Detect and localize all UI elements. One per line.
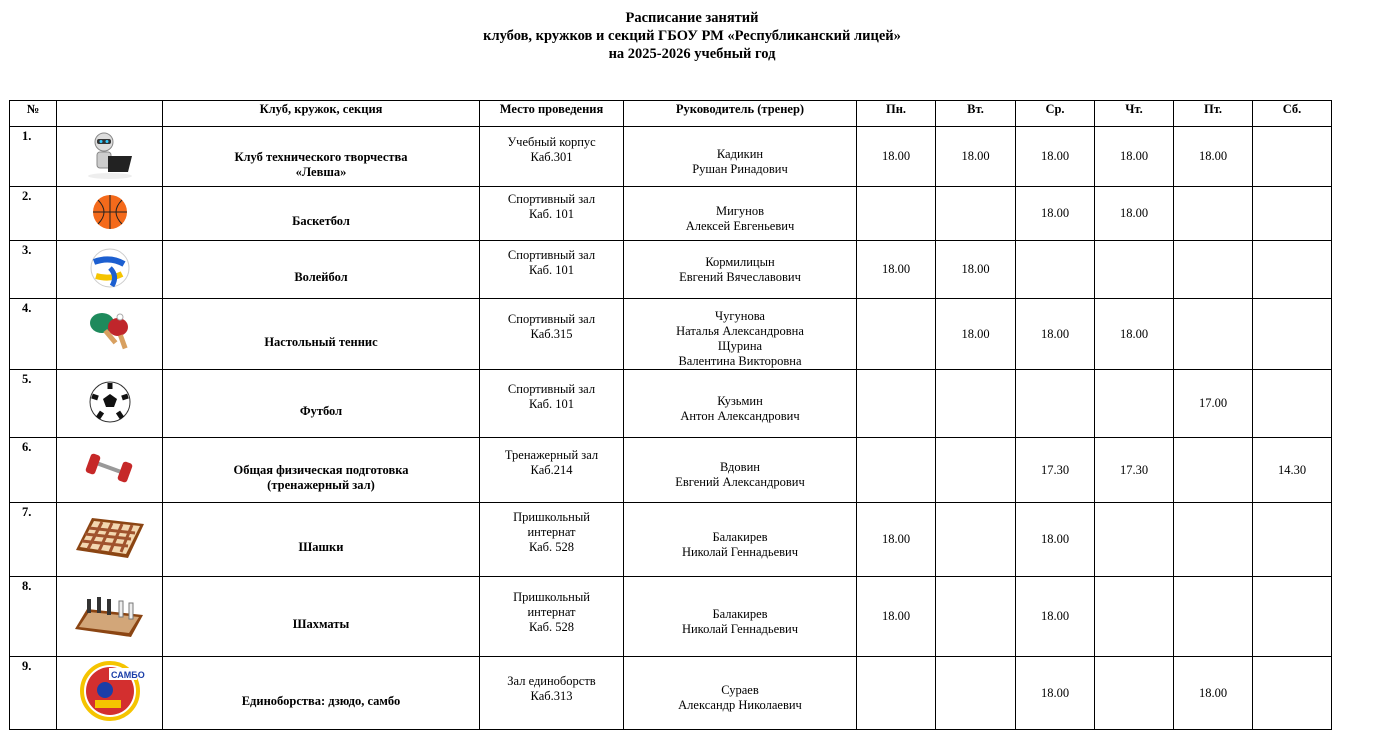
day-thu: [1095, 657, 1174, 730]
row-number: 4.: [10, 299, 57, 370]
table-tennis-icon: [59, 309, 160, 359]
name-line: (тренажерный зал): [267, 478, 375, 492]
day-sat: 14.30: [1253, 438, 1332, 503]
header-place: Место проведения: [480, 101, 624, 127]
day-sat: [1253, 187, 1332, 241]
place-line: интернат: [527, 605, 576, 619]
title-line-2: клубов, кружков и секций ГБОУ РМ «Республиканский лицей»: [483, 28, 901, 44]
leader-line: Кузьмин: [717, 393, 763, 408]
schedule-table: [9, 100, 1332, 730]
day-wed: 18.00: [1016, 187, 1095, 241]
header-thu: Чт.: [1095, 101, 1174, 127]
activity-name: [163, 127, 480, 187]
leader: [624, 438, 857, 503]
place-line: Зал единоборств: [507, 674, 596, 688]
activity-name: [163, 503, 480, 577]
name-line: Единоборства: дзюдо, самбо: [241, 693, 401, 708]
day-wed: 18.00: [1016, 577, 1095, 657]
row-number: 2.: [10, 187, 57, 241]
day-mon: 18.00: [857, 577, 936, 657]
place: [480, 503, 624, 577]
place-line: Каб. 101: [528, 262, 575, 277]
leader-line: Наталья Александровна: [676, 324, 804, 338]
place: [480, 241, 624, 299]
leader-line: Вдовин: [720, 460, 760, 474]
header-mon: Пн.: [857, 101, 936, 127]
table-row: [10, 503, 1332, 577]
place: [480, 438, 624, 503]
leader: [624, 241, 857, 299]
leader: [624, 127, 857, 187]
day-tue: [936, 657, 1016, 730]
day-thu: 18.00: [1095, 299, 1174, 370]
activity-name: [163, 370, 480, 438]
day-fri: 18.00: [1174, 657, 1253, 730]
name-line: Футбол: [299, 404, 343, 418]
place: [480, 370, 624, 438]
leader-line: Александр Николаевич: [678, 698, 802, 712]
name-line: Настольный теннис: [264, 334, 378, 349]
name-line: Клуб технического творчества: [234, 149, 408, 164]
leader-line: Балакирев: [712, 606, 768, 621]
day-mon: [857, 438, 936, 503]
leader-line: Чугунова: [715, 309, 765, 323]
day-tue: [936, 503, 1016, 577]
header-leader: Руководитель (тренер): [624, 101, 857, 127]
row-number: 3.: [10, 241, 57, 299]
leader-line: Кормилицын: [705, 254, 775, 269]
leader-line: Валентина Викторовна: [678, 354, 802, 368]
place-line: Каб.313: [530, 689, 573, 703]
leader: [624, 299, 857, 370]
table-row: [10, 187, 1332, 241]
dumbbell-icon: [59, 448, 160, 492]
activity-image: [57, 438, 163, 503]
day-thu: [1095, 577, 1174, 657]
day-fri: [1174, 241, 1253, 299]
day-wed: [1016, 370, 1095, 438]
day-thu: [1095, 241, 1174, 299]
table-row: [10, 657, 1332, 730]
place: [480, 127, 624, 187]
day-wed: 17.30: [1016, 438, 1095, 503]
day-mon: 18.00: [857, 503, 936, 577]
leader-line: Щурина: [717, 339, 763, 353]
day-mon: 18.00: [857, 127, 936, 187]
sambo-logo-icon: [59, 660, 160, 726]
day-sat: [1253, 241, 1332, 299]
title-line-1: Расписание занятий: [625, 10, 759, 26]
place-line: Каб. 101: [528, 396, 575, 411]
leader-line: Николай Геннадьевич: [681, 621, 799, 636]
title-line-3: на 2025-2026 учебный год: [608, 46, 776, 62]
header-num: №: [10, 101, 57, 127]
day-fri: [1174, 187, 1253, 241]
activity-image: [57, 299, 163, 370]
leader: [624, 657, 857, 730]
day-fri: [1174, 299, 1253, 370]
place-line: Пришкольный: [513, 510, 590, 524]
leader: [624, 370, 857, 438]
day-sat: [1253, 657, 1332, 730]
activity-image: [57, 241, 163, 299]
activity-name: [163, 657, 480, 730]
activity-name: [163, 187, 480, 241]
leader-line: Рушан Ринадович: [692, 161, 788, 176]
day-wed: 18.00: [1016, 127, 1095, 187]
svg-text:САМБО: САМБО: [110, 670, 145, 680]
day-fri: 18.00: [1174, 127, 1253, 187]
document-title: [0, 9, 1384, 63]
day-thu: [1095, 503, 1174, 577]
day-mon: [857, 299, 936, 370]
day-tue: [936, 577, 1016, 657]
activity-name: [163, 577, 480, 657]
activity-image: [57, 503, 163, 577]
name-line: Баскетбол: [292, 214, 350, 228]
place: [480, 577, 624, 657]
day-thu: 18.00: [1095, 127, 1174, 187]
leader-line: Евгений Вячеславович: [679, 269, 801, 284]
robot-icon: [59, 130, 160, 184]
name-line: «Левша»: [295, 164, 347, 179]
place-line: Каб. 528: [528, 620, 575, 634]
activity-image: [57, 657, 163, 730]
place-line: Спортивный зал: [507, 247, 596, 262]
day-mon: [857, 187, 936, 241]
leader-line: Кадикин: [716, 146, 764, 161]
header-tue: Вт.: [936, 101, 1016, 127]
row-number: 1.: [10, 127, 57, 187]
table-row: [10, 370, 1332, 438]
header-sat: Сб.: [1253, 101, 1332, 127]
checkers-icon: [59, 516, 160, 564]
place-line: Спортивный зал: [507, 381, 596, 396]
day-mon: 18.00: [857, 241, 936, 299]
place-line: Тренажерный зал: [504, 448, 599, 462]
football-icon: [59, 380, 160, 428]
place: [480, 299, 624, 370]
day-tue: [936, 187, 1016, 241]
table-row: [10, 127, 1332, 187]
day-wed: 18.00: [1016, 657, 1095, 730]
day-wed: [1016, 241, 1095, 299]
table-row: [10, 241, 1332, 299]
activity-image: [57, 127, 163, 187]
day-tue: 18.00: [936, 127, 1016, 187]
name-line: Волейбол: [294, 270, 348, 284]
day-tue: [936, 438, 1016, 503]
place-line: Спортивный зал: [507, 312, 596, 326]
place-line: Каб. 528: [528, 540, 575, 554]
place-line: Каб.214: [530, 463, 573, 477]
day-tue: [936, 370, 1016, 438]
place-line: Учебный корпус: [507, 134, 596, 149]
row-number: 9.: [10, 657, 57, 730]
activity-name: [163, 299, 480, 370]
day-thu: 17.30: [1095, 438, 1174, 503]
leader-line: Мигунов: [715, 203, 765, 218]
day-sat: [1253, 577, 1332, 657]
day-fri: [1174, 438, 1253, 503]
header-name: Клуб, кружок, секция: [163, 101, 480, 127]
table-row: [10, 299, 1332, 370]
place-line: Каб.301: [530, 149, 573, 164]
name-line: Общая физическая подготовка: [233, 463, 409, 477]
leader-line: Николай Геннадьевич: [681, 544, 799, 559]
row-number: 8.: [10, 577, 57, 657]
leader-line: Евгений Александрович: [675, 475, 805, 489]
header-fri: Пт.: [1174, 101, 1253, 127]
leader: [624, 503, 857, 577]
activity-image: [57, 187, 163, 241]
chess-icon: [59, 591, 160, 643]
place-line: Каб.315: [530, 327, 573, 341]
place-line: Пришкольный: [513, 590, 590, 604]
activity-image: [57, 370, 163, 438]
table-row: [10, 577, 1332, 657]
header-row: [10, 101, 1332, 127]
day-fri: [1174, 503, 1253, 577]
leader: [624, 577, 857, 657]
day-tue: 18.00: [936, 241, 1016, 299]
leader: [624, 187, 857, 241]
header-wed: Ср.: [1016, 101, 1095, 127]
day-fri: [1174, 577, 1253, 657]
day-sat: [1253, 299, 1332, 370]
table-row: [10, 438, 1332, 503]
name-line: Шашки: [298, 540, 344, 554]
activity-name: [163, 438, 480, 503]
basketball-icon: [59, 192, 160, 236]
leader-line: Антон Александрович: [680, 408, 800, 423]
place: [480, 187, 624, 241]
leader-line: Алексей Евгеньевич: [685, 218, 795, 233]
day-mon: [857, 657, 936, 730]
day-mon: [857, 370, 936, 438]
day-sat: [1253, 370, 1332, 438]
day-wed: 18.00: [1016, 503, 1095, 577]
leader-line: Сураев: [721, 683, 759, 697]
day-fri: 17.00: [1174, 370, 1253, 438]
row-number: 6.: [10, 438, 57, 503]
volleyball-icon: [59, 246, 160, 294]
day-sat: [1253, 503, 1332, 577]
place-line: интернат: [527, 525, 576, 539]
day-sat: [1253, 127, 1332, 187]
day-tue: 18.00: [936, 299, 1016, 370]
day-thu: [1095, 370, 1174, 438]
place-line: Каб. 101: [528, 206, 575, 221]
place: [480, 657, 624, 730]
activity-name: [163, 241, 480, 299]
place-line: Спортивный зал: [507, 191, 596, 206]
header-image: [57, 101, 163, 127]
leader-line: Балакирев: [712, 529, 768, 544]
day-thu: 18.00: [1095, 187, 1174, 241]
name-line: Шахматы: [292, 617, 350, 631]
row-number: 7.: [10, 503, 57, 577]
activity-image: [57, 577, 163, 657]
row-number: 5.: [10, 370, 57, 438]
day-wed: 18.00: [1016, 299, 1095, 370]
